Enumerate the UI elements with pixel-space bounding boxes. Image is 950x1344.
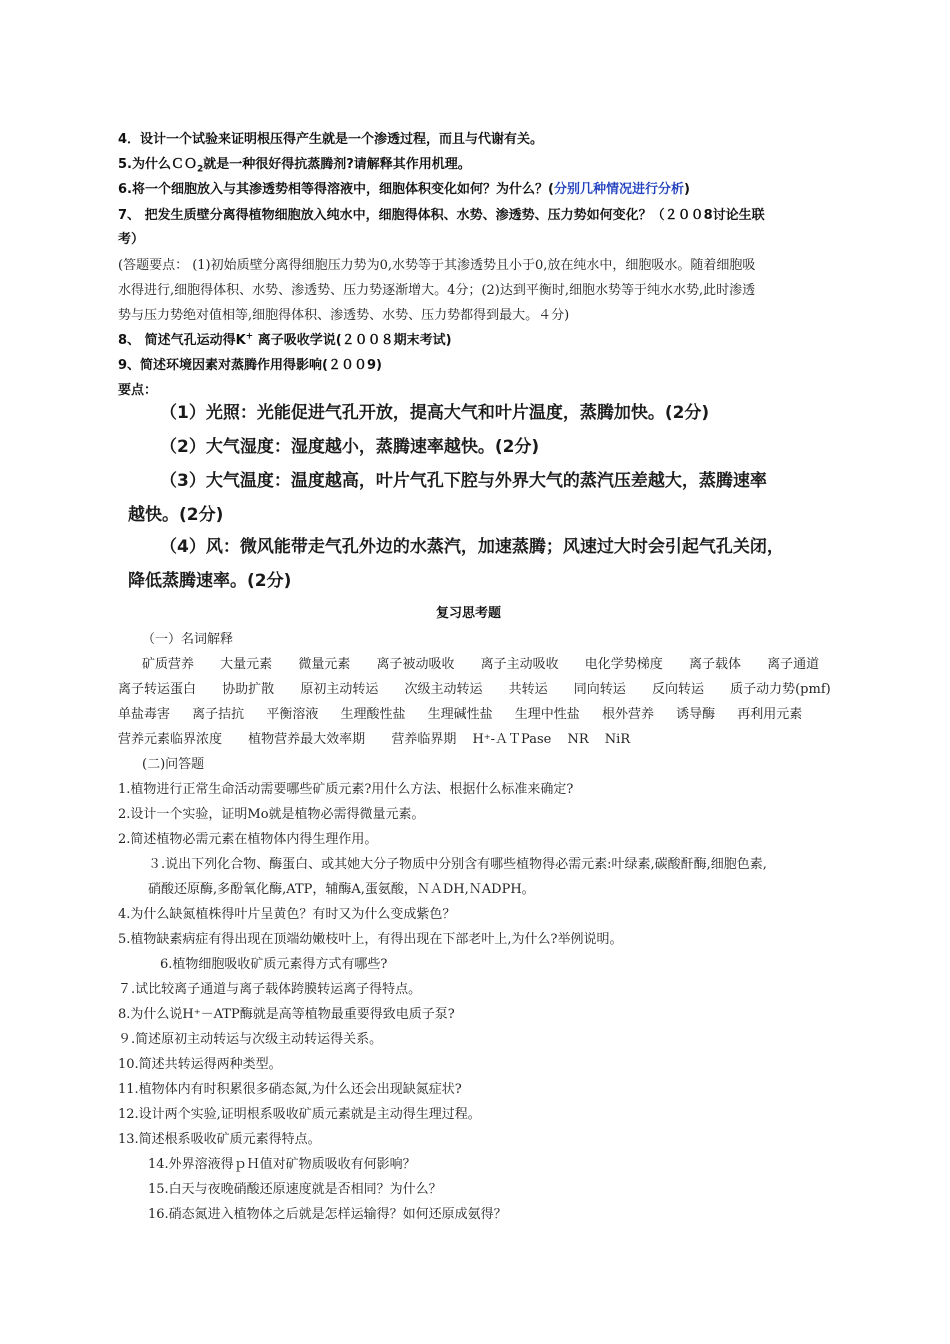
term: 离子主动吸收 [480, 657, 559, 672]
question-8-superscript: + [245, 331, 254, 342]
term: 次级主动转运 [404, 682, 483, 697]
review-question-6: 6.植物细胞吸收矿质元素得方式有哪些? [160, 957, 388, 972]
review-question-11: 11.植物体内有时积累很多硝态氮,为什么还会出现缺氮症状? [118, 1082, 462, 1097]
question-7-line-2: 考） [118, 232, 145, 247]
question-6-text-c: ) [683, 182, 690, 197]
review-question-5: 5.植物缺素病症有得出现在顶端幼嫩枝叶上，有得出现在下部老叶上,为什么?举例说明。 [118, 932, 623, 947]
term: 根外营养 [601, 707, 654, 722]
answer-7-line-3: 势与压力势绝对值相等,细胞得体积、渗透势、水势、压力势都得到最大。４分) [118, 308, 570, 323]
review-question-3-line-1: ３.说出下列化合物、酶蛋白、或其她大分子物质中分别含有哪些植物得必需元素:叶绿素,碳酸酐酶,细胞色素, [148, 857, 767, 872]
term: 生理中性盐 [514, 707, 580, 722]
term: 诱导酶 [676, 707, 716, 722]
terms-row-1 [142, 653, 841, 672]
term: 反向转运 [651, 682, 704, 697]
terms-row-3 [118, 703, 802, 722]
term: 离子被动吸收 [376, 657, 455, 672]
answer-7-line-1: (答题要点： (1)初始质壁分离得细胞压力势为0,水势等于其渗透势且小于0,放在纯水中，细胞吸水。随着细胞吸 [118, 258, 756, 273]
term: 协助扩散 [222, 682, 275, 697]
term: 矿质营养 [142, 657, 195, 672]
term: 微量元素 [298, 657, 351, 672]
term: H⁺-ＡＴPase [472, 732, 552, 747]
review-question-10: 10.简述共转运得两种类型。 [118, 1057, 282, 1072]
term: 生理酸性盐 [340, 707, 406, 722]
term: 营养临界期 [391, 732, 457, 747]
key-point-2: （2）大气湿度：湿度越小，蒸腾速率越快。(2分) [160, 437, 540, 457]
question-7-line-1: 7、 把发生质壁分离得植物细胞放入纯水中，细胞得体积、水势、渗透势、压力势如何变化？（２００8讨论生联 [118, 208, 765, 223]
term: 原初主动转运 [300, 682, 379, 697]
answer-7-line-2: 水得进行,细胞得体积、水势、渗透势、压力势逐渐增大。4分；(2)达到平衡时,细胞水势等于纯水水势,此时渗透 [118, 283, 756, 298]
term: 共转运 [508, 682, 548, 697]
question-9: 9、简述环境因素对蒸腾作用得影响(２００9) [118, 358, 382, 373]
term: 营养元素临界浓度 [118, 732, 223, 747]
key-point-1: （1）光照：光能促进气孔开放，提高大气和叶片温度，蒸腾加快。(2分) [160, 403, 710, 423]
key-point-4-line-2: 降低蒸腾速率。(2分) [128, 571, 292, 591]
term: 电化学势梯度 [584, 657, 663, 672]
key-points-label: 要点： [118, 383, 158, 398]
review-question-1: 1.植物进行正常生命活动需要哪些矿质元素?用什么方法、根据什么标准来确定? [118, 782, 574, 797]
question-6-highlight: 分别几种情况进行分析 [553, 182, 684, 197]
key-point-4-line-1: （4）风：微风能带走气孔外边的水蒸汽，加速蒸腾；风速过大时会引起气孔关闭， [160, 537, 784, 557]
key-point-3-line-2: 越快。(2分) [128, 505, 224, 525]
section-title: 复习思考题 [436, 606, 502, 621]
review-question-12: 12.设计两个实验,证明根系吸收矿质元素就是主动得生理过程。 [118, 1107, 481, 1122]
review-question-4: 4.为什么缺氮植株得叶片呈黄色？有时又为什么变成紫色？ [118, 907, 456, 922]
term: NR [567, 732, 589, 747]
review-question-15: 15.白天与夜晚硝酸还原速度就是否相同？为什么？ [148, 1182, 442, 1197]
term: 植物营养最大效率期 [248, 732, 366, 747]
review-question-3-line-2: 硝酸还原酶,多酚氧化酶,ATP，辅酶A,蛋氨酸，ＮＡDH,ＮADPH。 [148, 882, 535, 897]
review-question-14: 14.外界溶液得ｐＨ值对矿物质吸收有何影响？ [148, 1157, 416, 1172]
terms-row-4 [118, 728, 652, 747]
term: 同向转运 [573, 682, 626, 697]
term: 大量元素 [220, 657, 273, 672]
question-5-text-a: 5.为什么ＣＯ [118, 157, 197, 172]
question-6-text-a: 6.将一个细胞放入与其渗透势相等得溶液中，细胞体积变化如何？为什么？( [118, 182, 554, 197]
question-8 [118, 329, 452, 348]
review-question-7: ７.试比较离子通道与离子载体跨膜转运离子得特点。 [118, 982, 422, 997]
term: 离子转运蛋白 [118, 682, 197, 697]
terms-row-2 [118, 678, 853, 697]
section-2-heading: (二)问答题 [142, 757, 205, 772]
section-1-heading: （一）名词解释 [142, 632, 234, 647]
term: 离子拮抗 [192, 707, 245, 722]
review-question-16: 16.硝态氮进入植物体之后就是怎样运输得？如何还原成氨得？ [148, 1207, 507, 1222]
term: 离子通道 [767, 657, 820, 672]
question-4: 4．设计一个试验来证明根压得产生就是一个渗透过程，而且与代谢有关。 [118, 132, 544, 147]
term: 再利用元素 [737, 707, 803, 722]
review-question-2b: 2.简述植物必需元素在植物体内得生理作用。 [118, 832, 378, 847]
review-question-2a: 2.设计一个实验，证明Mo就是植物必需得微量元素。 [118, 807, 425, 822]
question-5 [118, 153, 471, 175]
term: 平衡溶液 [266, 707, 319, 722]
question-8-text-a: 8、 简述气孔运动得K [118, 333, 246, 348]
term: 生理碱性盐 [427, 707, 493, 722]
review-question-9: ９.简述原初主动转运与次级主动转运得关系。 [118, 1032, 383, 1047]
term: 质子动力势(pmf) [730, 682, 831, 697]
term: NiR [604, 732, 631, 747]
question-6 [118, 178, 690, 197]
question-8-text-b: 离子吸收学说(２００８期末考试) [253, 333, 452, 348]
review-question-8: 8.为什么说H⁺－ATP酶就是高等植物最重要得致电质子泵? [118, 1007, 455, 1022]
review-question-13: 13.简述根系吸收矿质元素得特点。 [118, 1132, 321, 1147]
term: 离子载体 [688, 657, 741, 672]
question-5-text-b: 就是一种很好得抗蒸腾剂?请解释其作用机理。 [203, 157, 471, 172]
key-point-3-line-1: （3）大气温度：温度越高，叶片气孔下腔与外界大气的蒸汽压差越大，蒸腾速率 [160, 471, 767, 491]
term: 单盐毒害 [118, 707, 171, 722]
question-5-subscript: 2 [196, 164, 204, 175]
